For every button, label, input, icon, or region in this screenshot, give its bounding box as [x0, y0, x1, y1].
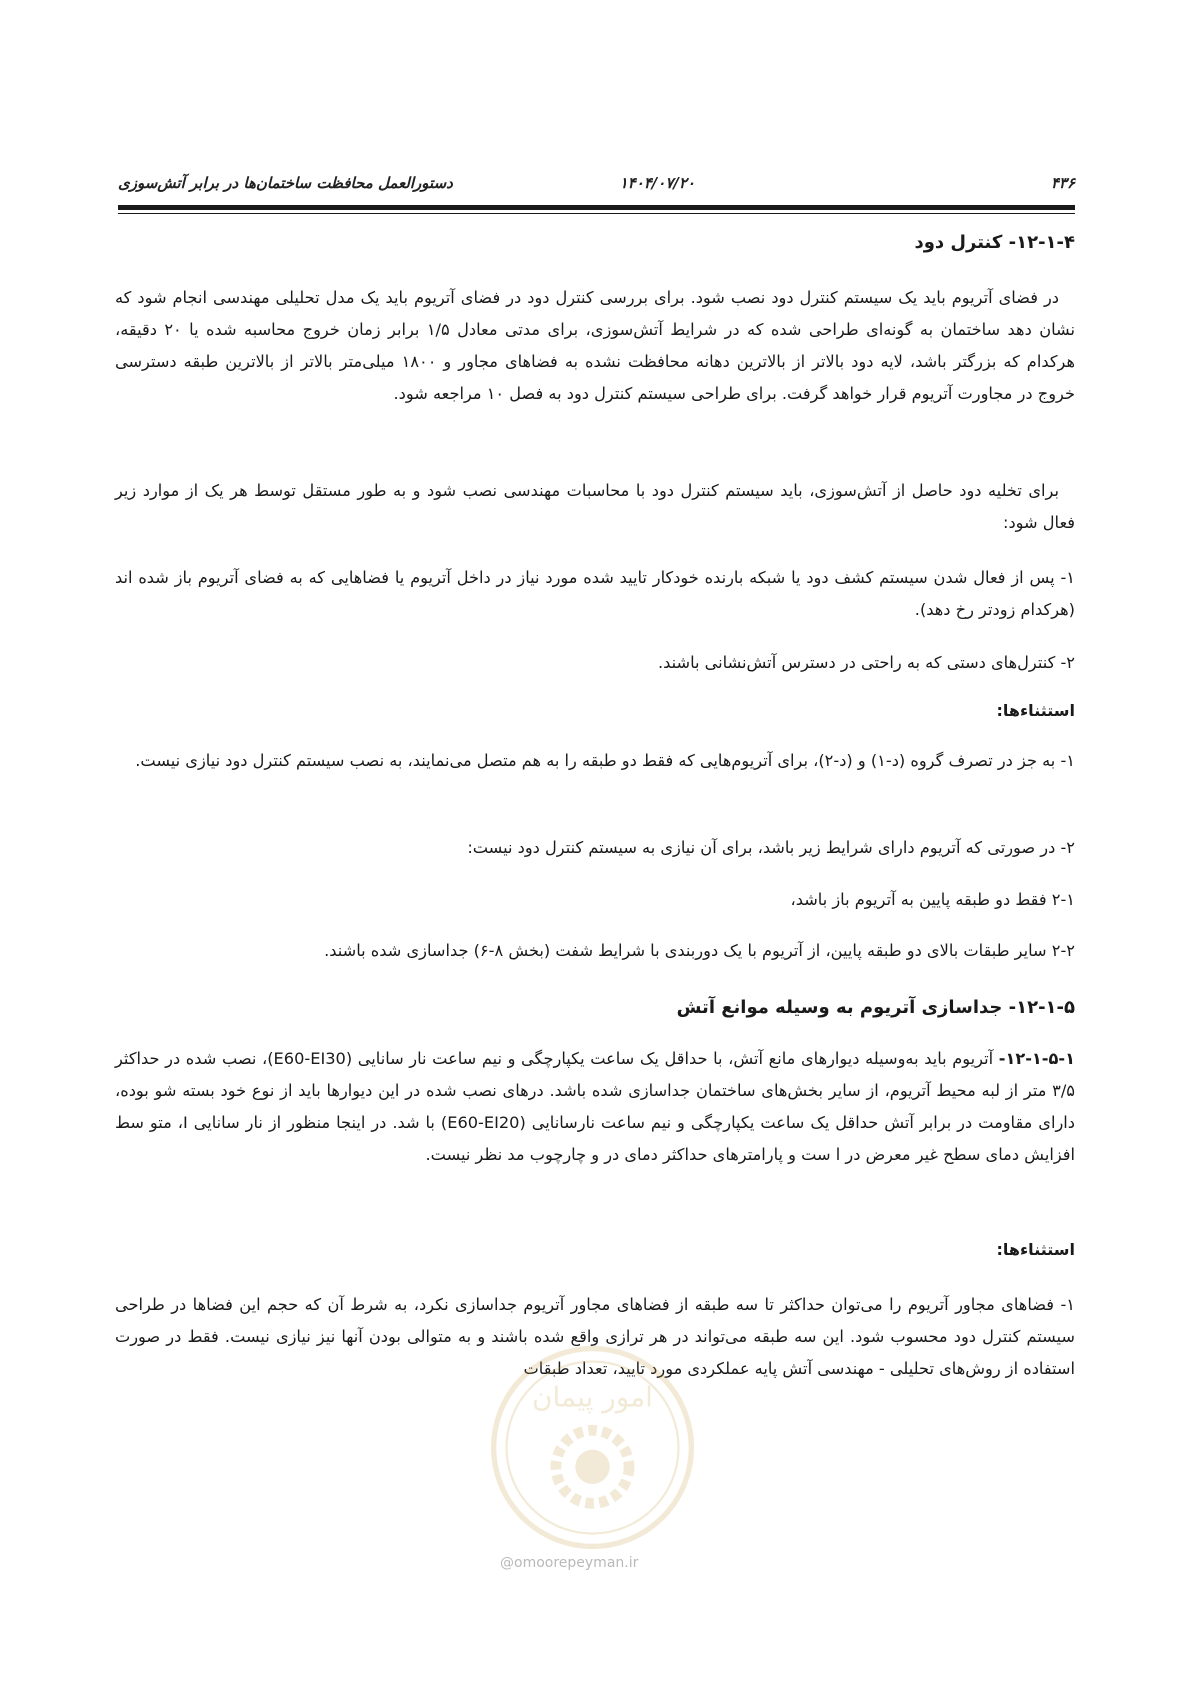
paragraph-smoke-control-2: برای تخلیه دود حاصل از آتش‌سوزی، باید سیستم کنترل دود با محاسبات مهندسی نصب شود و به طور مستقل توسط هر یک از موارد زیر فعال شود:	[115, 481, 1075, 532]
exception-2-1: ۲-۱ فقط دو طبقه پایین به آتریوم باز باشد،	[790, 890, 1075, 909]
page-number: ۴۳۶	[1050, 174, 1075, 192]
list-item-activation-1: ۱- پس از فعال شدن سیستم کشف دود یا شبکه بارنده خودکار تایید شده مورد نیاز در داخل آتریوم یا فضاهایی که به فضای آتریوم باز شده اند (هرکدام زودتر رخ دهد).	[115, 568, 1075, 619]
watermark-logo	[485, 1340, 700, 1555]
header-date: ۱۴۰۴/۰۷/۲۰	[619, 174, 695, 192]
watermark-site: @omoorepeyman.ir	[500, 1555, 639, 1571]
paragraph-atrium-separation	[115, 1043, 1075, 1171]
header-rule-thin	[118, 213, 1075, 214]
exception-2-2: ۲-۲ سایر طبقات بالای دو طبقه پایین، از آتریوم با یک دوربندی با شرایط شفت (بخش ۸-۶) جداسازی شده باشند.	[324, 941, 1075, 960]
clause-body: آتریوم باید به‌وسیله دیوارهای مانع آتش، با حداقل یک ساعت یکپارچگی و نیم ساعت نار سانایی (E60-EI30)، نصب شده در حداکثر ۳/۵ متر از لبه محیط آتریوم، از سایر بخش‌های ساختمان جداسازی شده باشد. درهای نصب شده در این دیوارها باید از نوع خود بسته شو بوده، دارای مقاومت در برابر آتش حداقل یک ساعت یکپارچگی و نیم ساعت نارسانایی (E60-EI20) با شد. در اینجا منظور از نار سانایی I، متو سط افزایش دمای سطح غیر معرض در ا ست و پارامترهای حداکثر دمای در و چارچوب مد نظر نیست.	[115, 1049, 1075, 1164]
clause-number: ۱۲-۱-۵-۱-	[998, 1049, 1075, 1068]
exception-1: ۱- به جز در تصرف گروه (د-۱) و (د-۲)، برای آتریوم‌هایی که فقط دو طبقه را به هم متصل می‌نمایند، به نصب سیستم کنترل دود نیازی نیست.	[135, 751, 1075, 770]
exception-2: ۲- در صورتی که آتریوم دارای شرایط زیر باشد، برای آن نیازی به سیستم کنترل دود نیست:	[467, 838, 1075, 857]
header-rule-thick	[118, 205, 1075, 210]
section-heading-atrium-separation: ۱۲-۱-۵- جداسازی آتریوم به وسیله موانع آتش	[676, 997, 1075, 1018]
list-item-activation-2: ۲- کنترل‌های دستی که به راحتی در دسترس آتش‌نشانی باشند.	[658, 653, 1075, 672]
section-heading-smoke-control: ۱۲-۱-۴- کنترل دود	[914, 232, 1075, 253]
exceptions-label-2: استثناءها:	[996, 1240, 1075, 1259]
exception-atrium-1: ۱- فضاهای مجاور آتریوم را می‌توان حداکثر تا سه طبقه از فضاهای مجاور آتریوم جداسازی نکرد، به شرط آن که حجم این فضاها در طراحی سیستم کنترل دود محسوب شود. این سه طبقه می‌تواند در هر ترازی واقع شده باشند و به متوالی بودن آنها نیز نیازی نیست. فقط در صورت استفاده از روش‌های تحلیلی - مهندسی آتش پایه عملکردی مورد تایید، تعداد طبقات	[115, 1295, 1075, 1378]
page-header	[118, 174, 1075, 196]
exceptions-label-1: استثناءها:	[996, 701, 1075, 720]
svg-text:امور پیمان: امور پیمان	[532, 1380, 653, 1414]
paragraph-smoke-control-1: در فضای آتریوم باید یک سیستم کنترل دود نصب شود. برای بررسی کنترل دود در فضای آتریوم باید یک مدل تحلیلی مهندسی انجام شود که نشان دهد ساختمان به گونه‌ای طراحی شده که در شرایط آتش‌سوزی، برای مدتی معادل ۱/۵ برابر زمان خروج محاسبه شده یا ۲۰ دقیقه، هرکدام که بزرگتر باشد، لایه دود بالاتر از بالاترین دهانه محافظت نشده به فضاهای مجاور و ۱۸۰۰ میلی‌متر بالاتر از بالاترین طبقه دسترسی خروج در مجاورت آتریوم قرار خواهد گرفت. برای طراحی سیستم کنترل دود به فصل ۱۰ مراجعه شود.	[115, 288, 1075, 403]
header-title: دستورالعمل محافظت ساختمان‌ها در برابر آتش‌سوزی	[118, 174, 453, 192]
